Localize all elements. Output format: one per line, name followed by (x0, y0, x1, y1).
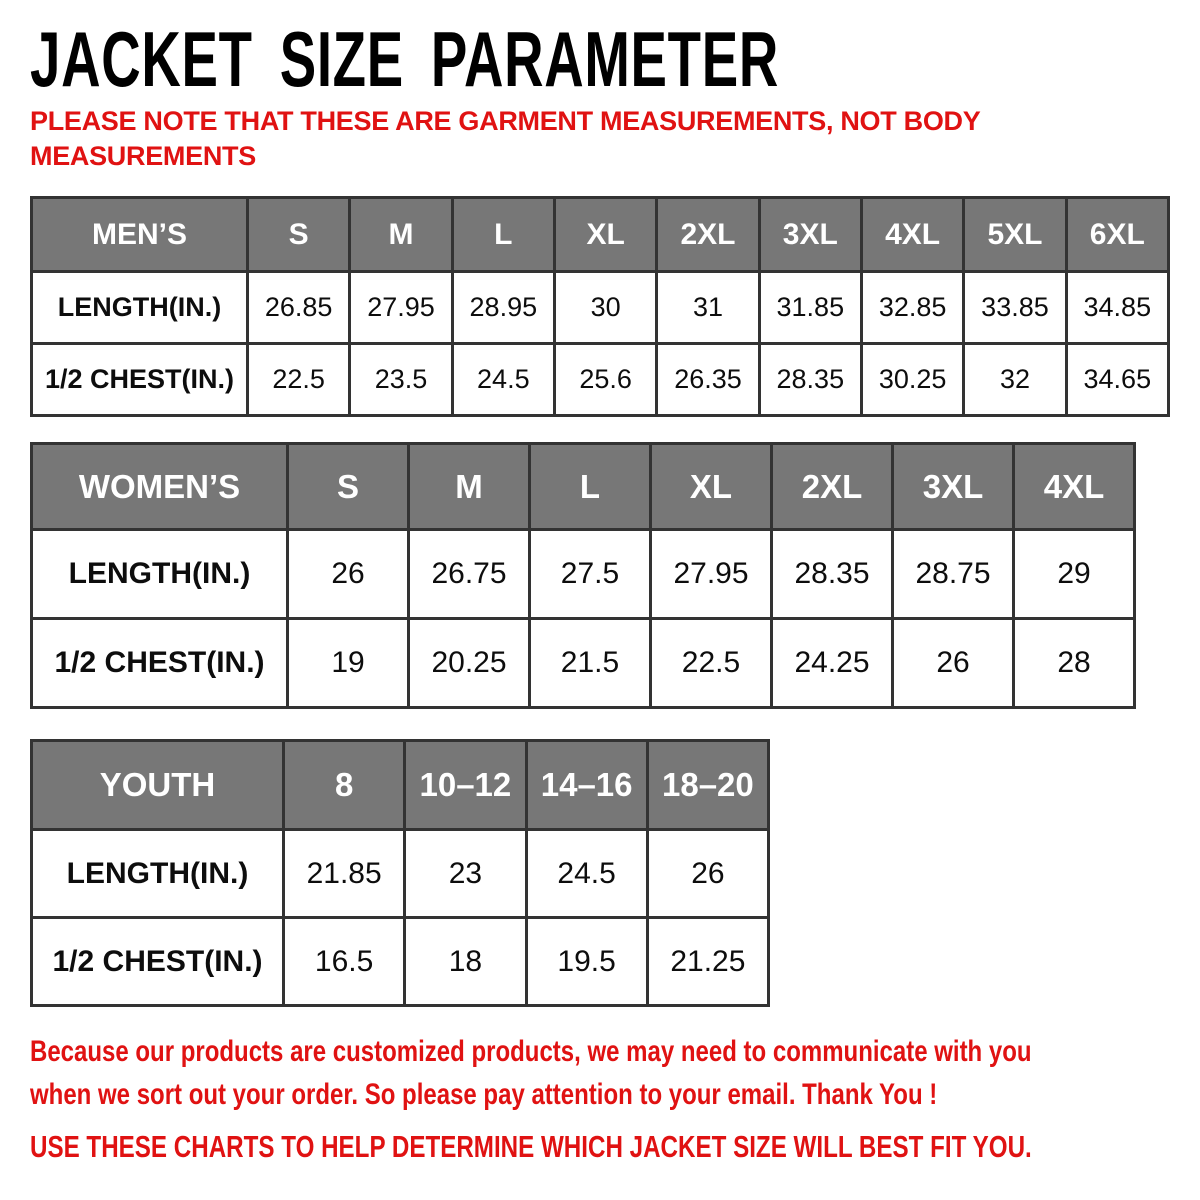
womens-table-title: WOMEN’S (32, 444, 288, 530)
size-value-cell: 27.5 (530, 530, 651, 619)
womens-header-row (32, 444, 1135, 530)
size-value-cell: 22.5 (651, 619, 772, 708)
customization-notice-line-1: Because our products are customized products, we may need to communicate with you (30, 1035, 1032, 1068)
row-label-cell: 1/2 CHEST(IN.) (32, 344, 248, 416)
size-header-cell: 3XL (759, 198, 861, 272)
size-value-cell: 21.85 (284, 830, 405, 918)
size-header-cell: 4XL (861, 198, 963, 272)
youth-chest-row (32, 918, 769, 1006)
size-header-cell: M (409, 444, 530, 530)
mens-header-row (32, 198, 1169, 272)
size-header-cell: 2XL (657, 198, 759, 272)
note-line-2: MEASUREMENTS (30, 141, 256, 171)
size-value-cell: 16.5 (284, 918, 405, 1006)
size-value-cell: 28.95 (452, 272, 554, 344)
womens-chest-row (32, 619, 1135, 708)
size-value-cell: 26.85 (248, 272, 350, 344)
mens-length-row (32, 272, 1169, 344)
womens-size-table (30, 442, 1136, 709)
size-header-cell: S (248, 198, 350, 272)
youth-header-row (32, 741, 769, 830)
size-value-cell: 32.85 (861, 272, 963, 344)
size-value-cell: 24.25 (772, 619, 893, 708)
size-header-cell: 3XL (893, 444, 1014, 530)
page-title: JACKET SIZE PARAMETER (30, 15, 779, 103)
size-header-cell: S (288, 444, 409, 530)
row-label-cell: LENGTH(IN.) (32, 272, 248, 344)
size-header-cell: XL (554, 198, 656, 272)
size-header-cell: 4XL (1014, 444, 1135, 530)
customization-notice-line-2: when we sort out your order. So please pay attention to your email. Thank You ! (30, 1078, 938, 1111)
size-value-cell: 21.25 (647, 918, 768, 1006)
size-value-cell: 20.25 (409, 619, 530, 708)
size-value-cell: 26.35 (657, 344, 759, 416)
size-value-cell: 22.5 (248, 344, 350, 416)
mens-size-table (30, 196, 1170, 417)
customization-notice (30, 1030, 1032, 1116)
size-value-cell: 28.75 (893, 530, 1014, 619)
size-header-cell: 6XL (1066, 198, 1168, 272)
mens-chest-row (32, 344, 1169, 416)
row-label-cell: LENGTH(IN.) (32, 530, 288, 619)
size-value-cell: 18 (405, 918, 526, 1006)
size-value-cell: 25.6 (554, 344, 656, 416)
size-value-cell: 31 (657, 272, 759, 344)
size-value-cell: 26 (288, 530, 409, 619)
size-value-cell: 28.35 (772, 530, 893, 619)
size-value-cell: 23.5 (350, 344, 452, 416)
size-value-cell: 28 (1014, 619, 1135, 708)
size-value-cell: 23 (405, 830, 526, 918)
garment-measurement-note (30, 104, 980, 174)
size-value-cell: 30 (554, 272, 656, 344)
size-value-cell: 19 (288, 619, 409, 708)
size-header-cell: 10–12 (405, 741, 526, 830)
size-header-cell: 2XL (772, 444, 893, 530)
size-value-cell: 34.65 (1066, 344, 1168, 416)
size-value-cell: 29 (1014, 530, 1135, 619)
mens-table-title: MEN’S (32, 198, 248, 272)
size-header-cell: 18–20 (647, 741, 768, 830)
size-header-cell: L (530, 444, 651, 530)
size-value-cell: 32 (964, 344, 1066, 416)
size-value-cell: 24.5 (526, 830, 647, 918)
size-value-cell: 21.5 (530, 619, 651, 708)
size-header-cell: XL (651, 444, 772, 530)
size-value-cell: 28.35 (759, 344, 861, 416)
youth-table-title: YOUTH (32, 741, 284, 830)
size-value-cell: 33.85 (964, 272, 1066, 344)
size-header-cell: 8 (284, 741, 405, 830)
size-header-cell: L (452, 198, 554, 272)
size-value-cell: 27.95 (350, 272, 452, 344)
youth-size-table (30, 739, 770, 1007)
size-value-cell: 26 (893, 619, 1014, 708)
size-header-cell: M (350, 198, 452, 272)
size-value-cell: 19.5 (526, 918, 647, 1006)
size-value-cell: 31.85 (759, 272, 861, 344)
row-label-cell: LENGTH(IN.) (32, 830, 284, 918)
chart-usage-note: USE THESE CHARTS TO HELP DETERMINE WHICH JACKET SIZE WILL BEST FIT YOU. (30, 1129, 1032, 1164)
size-header-cell: 14–16 (526, 741, 647, 830)
womens-length-row (32, 530, 1135, 619)
size-header-cell: 5XL (964, 198, 1066, 272)
note-line-1: PLEASE NOTE THAT THESE ARE GARMENT MEASUREMENTS, NOT BODY (30, 106, 981, 136)
row-label-cell: 1/2 CHEST(IN.) (32, 619, 288, 708)
size-value-cell: 26.75 (409, 530, 530, 619)
size-value-cell: 34.85 (1066, 272, 1168, 344)
size-value-cell: 24.5 (452, 344, 554, 416)
size-value-cell: 30.25 (861, 344, 963, 416)
size-value-cell: 26 (647, 830, 768, 918)
youth-length-row (32, 830, 769, 918)
row-label-cell: 1/2 CHEST(IN.) (32, 918, 284, 1006)
size-value-cell: 27.95 (651, 530, 772, 619)
